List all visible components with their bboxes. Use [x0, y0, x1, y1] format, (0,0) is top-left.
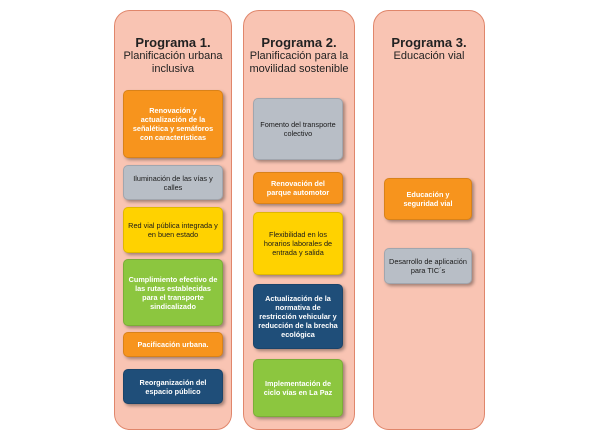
program-2-title: Programa 2. [261, 35, 337, 50]
program-3-item-2: Desarrollo de aplicación para TIC´s [384, 248, 472, 284]
program-1-item-5: Pacificación urbana. [123, 332, 223, 357]
program-1-title: Programa 1. [135, 35, 211, 50]
program-2-item-5: Implementación de ciclo vías en La Paz [253, 359, 343, 417]
program-2-item-4: Actualización de la normativa de restricción vehicular y reducción de la brecha ecológica [253, 284, 343, 349]
program-3-subtitle: Educación vial [393, 50, 465, 62]
program-3-item-1: Educación y seguridad vial [384, 178, 472, 220]
program-2-item-1: Fomento del transporte colectivo [253, 98, 343, 160]
program-3-column [373, 10, 485, 430]
program-3-title: Programa 3. [391, 35, 467, 50]
program-2-item-2: Renovación del parque automotor [253, 172, 343, 204]
program-2-subtitle: Planificación para la movilidad sostenible [249, 50, 349, 75]
program-2-item-3: Flexibilidad en los horarios laborales de entrada y salida [253, 212, 343, 275]
program-1-item-2: Iluminación de las vías y calles [123, 165, 223, 200]
program-1-heading [115, 35, 231, 76]
program-3-heading [374, 35, 484, 63]
program-1-item-1: Renovación y actualización de la señalética y semáforos con características [123, 90, 223, 158]
program-2-heading [244, 35, 354, 76]
program-1-item-3: Red vial pública integrada y en buen estado [123, 207, 223, 253]
program-1-item-4: Cumplimiento efectivo de las rutas establecidas para el transporte sindicalizado [123, 259, 223, 326]
program-1-subtitle: Planificación urbana inclusiva [123, 50, 223, 75]
program-1-item-6: Reorganización del espacio público [123, 369, 223, 404]
